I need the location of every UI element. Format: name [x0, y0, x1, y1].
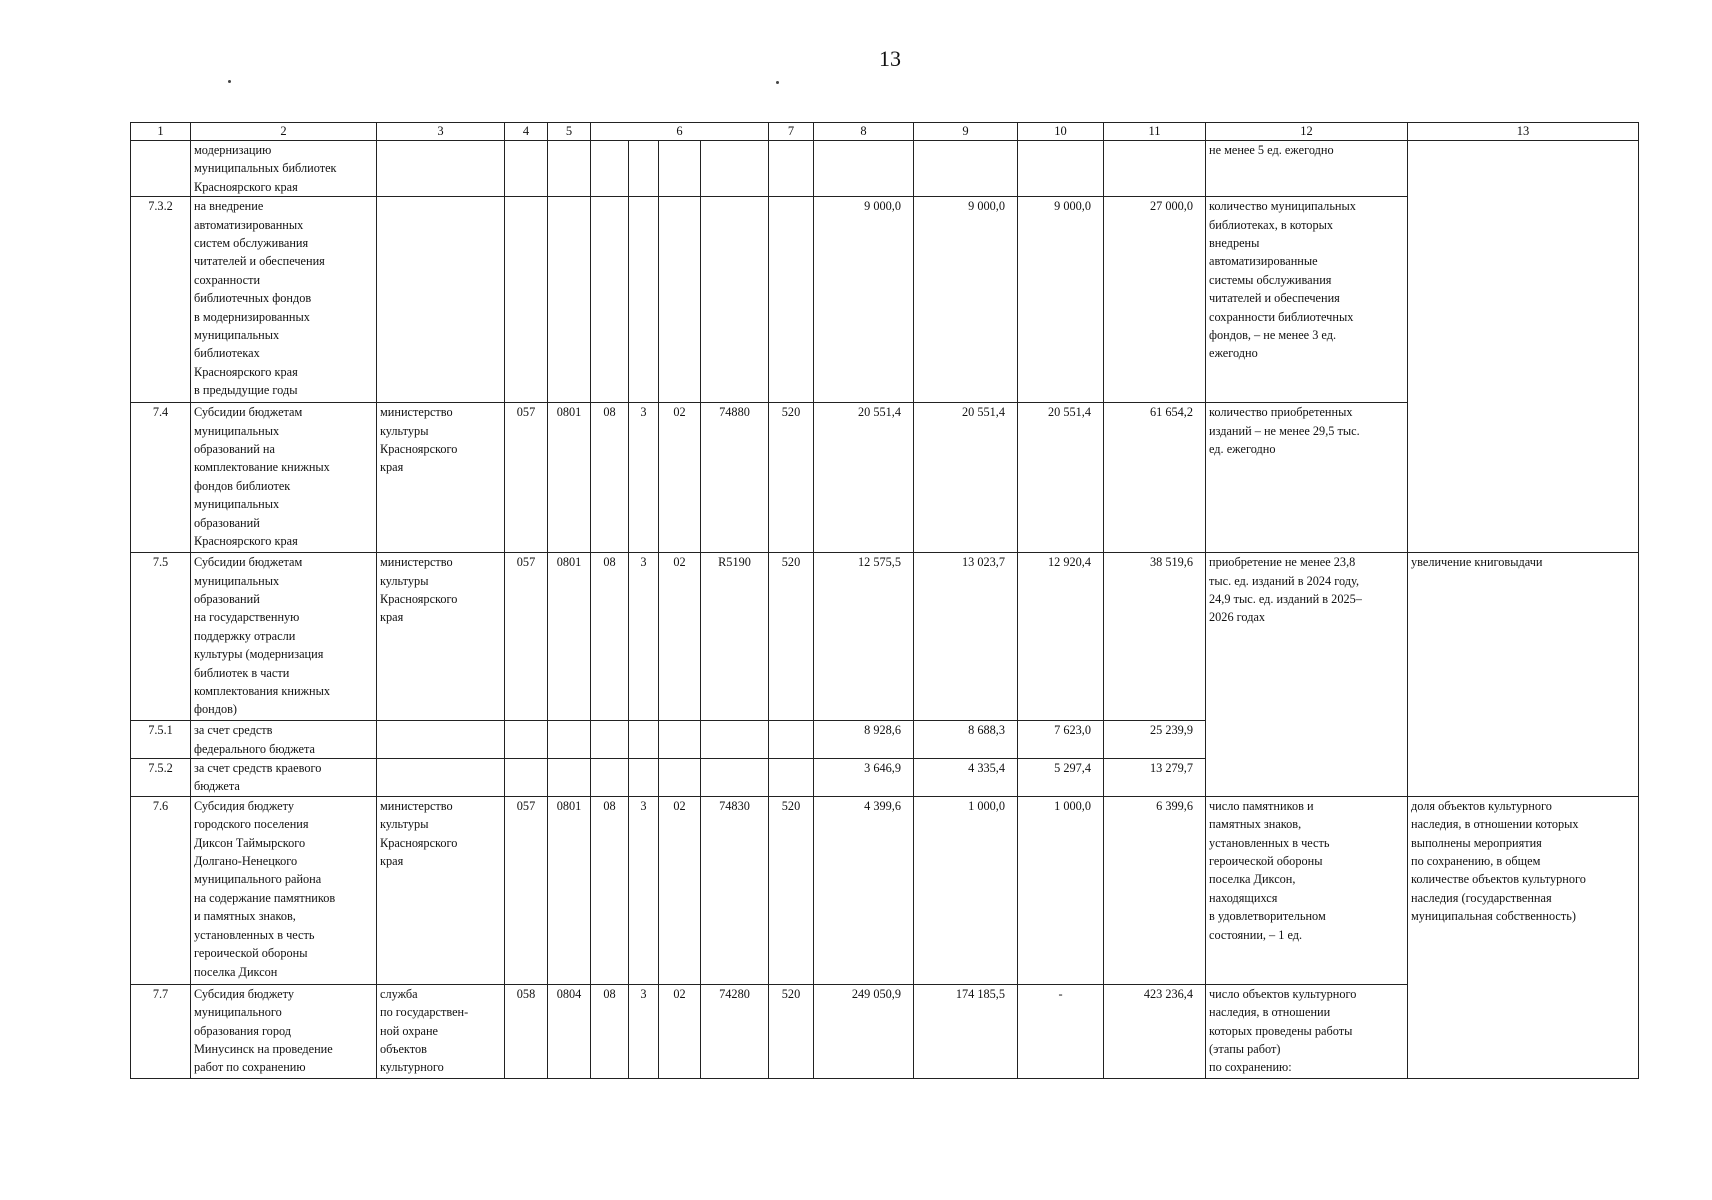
row-target-b: [629, 759, 659, 797]
header-cell: 12: [1206, 123, 1408, 141]
row-target-c: 02: [659, 984, 701, 1078]
row-target-b: [629, 197, 659, 403]
row-year-2: 4 335,4: [914, 759, 1018, 797]
row-name: на внедрение автоматизированных систем обслуживания читателей и обеспечения сохранности библиотечных фондов в модернизированных муниципальных библиотеках Красноярского края в предыдущие годы: [191, 197, 377, 403]
row-expense-type: 520: [769, 403, 814, 553]
page-number: 13: [879, 46, 901, 71]
row-expense-type: 520: [769, 553, 814, 721]
row-target-d: [701, 141, 769, 197]
row-target-d: R5190: [701, 553, 769, 721]
row-effect: [1408, 141, 1639, 553]
row-year-2: 9 000,0: [914, 197, 1018, 403]
row-expense-type: [769, 759, 814, 797]
row-name: Субсидии бюджетам муниципальных образований на комплектование книжных фондов библиотек муниципальных образований Красноярского края: [191, 403, 377, 553]
row-number: 7.7: [131, 984, 191, 1078]
row-expense-type: [769, 197, 814, 403]
table-row: [131, 141, 1639, 197]
row-code: [505, 759, 548, 797]
row-number: [131, 141, 191, 197]
row-admin: [377, 141, 505, 197]
row-year-3: 1 000,0: [1018, 796, 1104, 984]
row-name: за счет средств федерального бюджета: [191, 721, 377, 759]
row-code: 057: [505, 403, 548, 553]
row-target-a: 08: [591, 984, 629, 1078]
header-cell: 2: [191, 123, 377, 141]
scan-speck: [776, 81, 779, 84]
header-cell: 7: [769, 123, 814, 141]
row-target-d: [701, 197, 769, 403]
row-target-a: 08: [591, 403, 629, 553]
row-target-a: [591, 197, 629, 403]
row-admin: служба по государствен- ной охране объектов культурного: [377, 984, 505, 1078]
row-result: не менее 5 ед. ежегодно: [1206, 141, 1408, 197]
row-target-b: 3: [629, 984, 659, 1078]
row-number: 7.6: [131, 796, 191, 984]
row-target-a: [591, 759, 629, 797]
row-year-2: 8 688,3: [914, 721, 1018, 759]
row-total: 38 519,6: [1104, 553, 1206, 721]
row-target-c: [659, 759, 701, 797]
row-target-c: [659, 141, 701, 197]
row-code: 057: [505, 796, 548, 984]
row-expense-type: 520: [769, 796, 814, 984]
row-name: за счет средств краевого бюджета: [191, 759, 377, 797]
row-target-d: 74880: [701, 403, 769, 553]
header-cell: 3: [377, 123, 505, 141]
header-cell: 4: [505, 123, 548, 141]
row-target-d: 74830: [701, 796, 769, 984]
row-expense-type: 520: [769, 984, 814, 1078]
row-target-b: 3: [629, 796, 659, 984]
row-section: 0801: [548, 553, 591, 721]
row-section: 0804: [548, 984, 591, 1078]
header-cell: 1: [131, 123, 191, 141]
row-admin: [377, 721, 505, 759]
header-cell: 5: [548, 123, 591, 141]
row-year-3: 7 623,0: [1018, 721, 1104, 759]
row-target-b: 3: [629, 403, 659, 553]
scan-speck: [228, 80, 231, 83]
row-admin: [377, 759, 505, 797]
row-number: 7.4: [131, 403, 191, 553]
row-target-d: 74280: [701, 984, 769, 1078]
row-admin: министерство культуры Красноярского края: [377, 403, 505, 553]
budget-table: [130, 122, 1639, 1079]
row-total: 61 654,2: [1104, 403, 1206, 553]
row-code: [505, 721, 548, 759]
header-cell: 10: [1018, 123, 1104, 141]
header-row: [131, 123, 1639, 141]
row-name: Субсидия бюджету муниципального образования город Минусинск на проведение работ по сохранению: [191, 984, 377, 1078]
row-year-1: 9 000,0: [814, 197, 914, 403]
header-cell: 11: [1104, 123, 1206, 141]
row-target-d: [701, 759, 769, 797]
row-total: 27 000,0: [1104, 197, 1206, 403]
row-target-a: 08: [591, 553, 629, 721]
row-result: количество приобретенных изданий – не менее 29,5 тыс. ед. ежегодно: [1206, 403, 1408, 553]
row-effect: доля объектов культурного наследия, в отношении которых выполнены мероприятия по сохранению, в общем количестве объектов культурного наследия (государственная муниципальная собственность): [1408, 796, 1639, 1078]
row-admin: министерство культуры Красноярского края: [377, 796, 505, 984]
row-effect: увеличение книговыдачи: [1408, 553, 1639, 797]
row-year-3: 20 551,4: [1018, 403, 1104, 553]
row-section: [548, 721, 591, 759]
row-year-1: 12 575,5: [814, 553, 914, 721]
row-result: число памятников и памятных знаков, установленных в честь героической обороны поселка Диксон, находящихся в удовлетворительном состоянии, – 1 ед.: [1206, 796, 1408, 984]
row-year-1: 3 646,9: [814, 759, 914, 797]
row-year-2: 13 023,7: [914, 553, 1018, 721]
header-cell: 8: [814, 123, 914, 141]
row-number: 7.5: [131, 553, 191, 721]
row-year-3: 9 000,0: [1018, 197, 1104, 403]
row-target-c: 02: [659, 796, 701, 984]
row-total: 423 236,4: [1104, 984, 1206, 1078]
row-target-d: [701, 721, 769, 759]
row-expense-type: [769, 141, 814, 197]
row-target-b: 3: [629, 553, 659, 721]
row-year-1: 8 928,6: [814, 721, 914, 759]
header-cell: 6: [591, 123, 769, 141]
row-admin: [377, 197, 505, 403]
row-target-c: [659, 197, 701, 403]
row-target-b: [629, 141, 659, 197]
row-target-b: [629, 721, 659, 759]
row-total: [1104, 141, 1206, 197]
row-section: [548, 141, 591, 197]
row-year-1: 4 399,6: [814, 796, 914, 984]
row-target-c: [659, 721, 701, 759]
row-name: модернизацию муниципальных библиотек Красноярского края: [191, 141, 377, 197]
row-result: количество муниципальных библиотеках, в которых внедрены автоматизированные системы обслуживания читателей и обеспечения сохранности библиотечных фондов, – не менее 3 ед. ежегодно: [1206, 197, 1408, 403]
row-year-2: 174 185,5: [914, 984, 1018, 1078]
row-total: 6 399,6: [1104, 796, 1206, 984]
row-target-a: 08: [591, 796, 629, 984]
row-section: 0801: [548, 796, 591, 984]
row-code: 057: [505, 553, 548, 721]
row-admin: министерство культуры Красноярского края: [377, 553, 505, 721]
row-result: приобретение не менее 23,8 тыс. ед. изданий в 2024 году, 24,9 тыс. ед. изданий в 2025– 2026 годах: [1206, 553, 1408, 797]
table-row: [131, 796, 1639, 984]
row-year-3: [1018, 141, 1104, 197]
table-row: [131, 553, 1639, 721]
row-section: [548, 197, 591, 403]
row-code: [505, 197, 548, 403]
row-year-2: 1 000,0: [914, 796, 1018, 984]
row-total: 25 239,9: [1104, 721, 1206, 759]
row-section: 0801: [548, 403, 591, 553]
row-year-2: [914, 141, 1018, 197]
row-year-1: 20 551,4: [814, 403, 914, 553]
header-cell: 9: [914, 123, 1018, 141]
row-year-2: 20 551,4: [914, 403, 1018, 553]
row-target-c: 02: [659, 403, 701, 553]
row-year-3: -: [1018, 984, 1104, 1078]
row-number: 7.5.2: [131, 759, 191, 797]
row-code: 058: [505, 984, 548, 1078]
row-number: 7.3.2: [131, 197, 191, 403]
row-code: [505, 141, 548, 197]
row-result: число объектов культурного наследия, в отношении которых проведены работы (этапы работ) по сохранению:: [1206, 984, 1408, 1078]
row-target-a: [591, 721, 629, 759]
row-total: 13 279,7: [1104, 759, 1206, 797]
row-year-1: [814, 141, 914, 197]
row-expense-type: [769, 721, 814, 759]
header-cell: 13: [1408, 123, 1639, 141]
row-target-c: 02: [659, 553, 701, 721]
row-year-1: 249 050,9: [814, 984, 914, 1078]
row-target-a: [591, 141, 629, 197]
row-number: 7.5.1: [131, 721, 191, 759]
row-section: [548, 759, 591, 797]
row-year-3: 12 920,4: [1018, 553, 1104, 721]
row-name: Субсидия бюджету городского поселения Диксон Таймырского Долгано-Ненецкого муниципального района на содержание памятников и памятных знаков, установленных в честь героической обороны поселка Диксон: [191, 796, 377, 984]
row-name: Субсидии бюджетам муниципальных образований на государственную поддержку отрасли культуры (модернизация библиотек в части комплектования книжных фондов): [191, 553, 377, 721]
row-year-3: 5 297,4: [1018, 759, 1104, 797]
